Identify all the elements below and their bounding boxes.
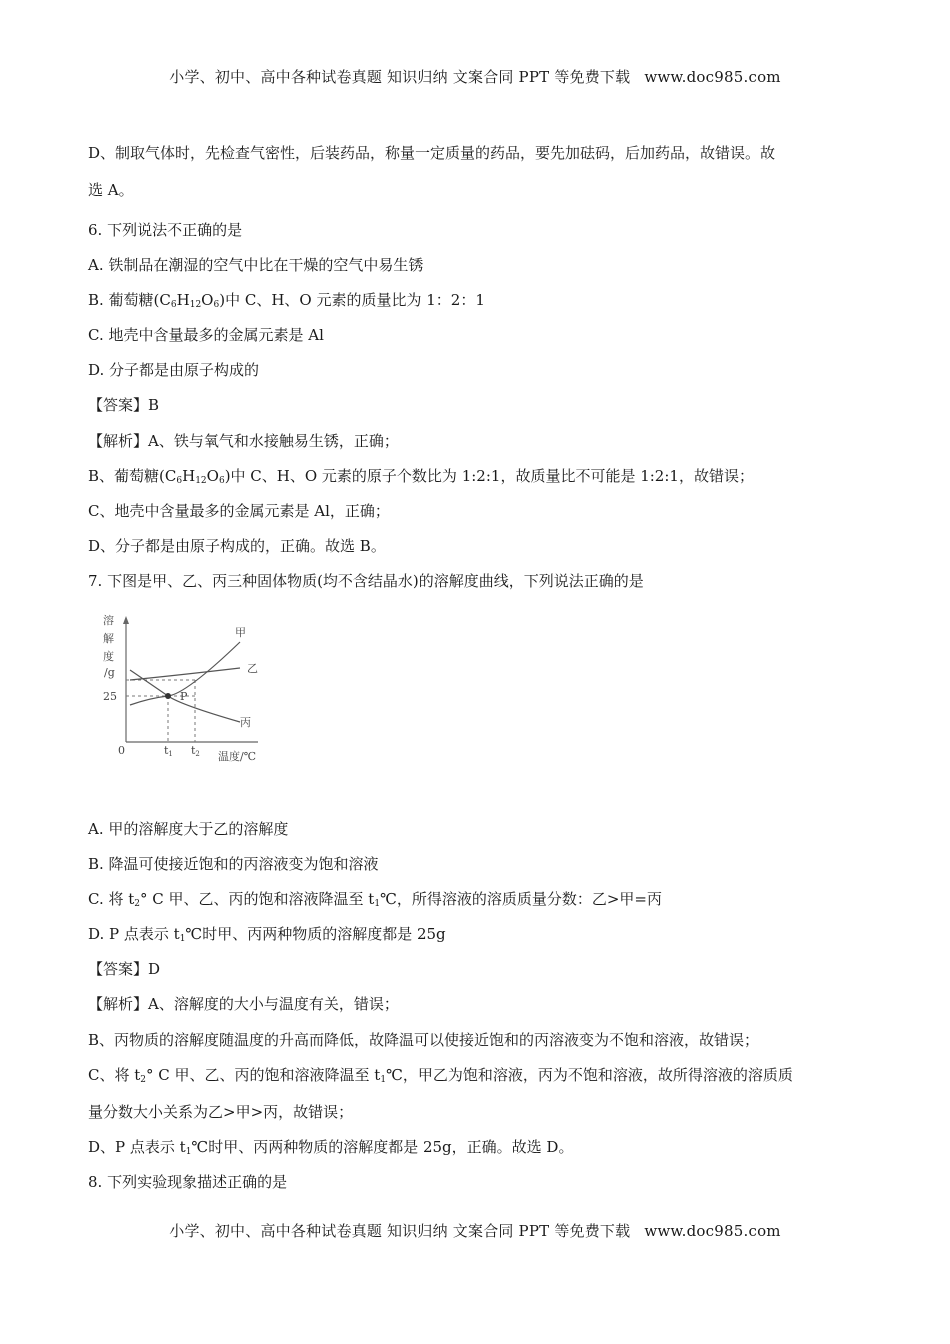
y-label-2: 解 [103,632,114,645]
footer-text: 小学、初中、高中各种试卷真题 知识归纳 文案合同 PPT 等免费下载 [169,1222,631,1240]
solubility-curve-figure [100,612,272,762]
y-label-3: 度 [103,650,114,663]
header-text: 小学、初中、高中各种试卷真题 知识归纳 文案合同 PPT 等免费下载 [169,68,631,86]
explanation-6c: C、地壳中含量最多的金属元素是 Al，正确； [88,502,390,520]
point-p-label: P [180,690,188,703]
explanation-6b: B、葡萄糖$(C_6H_{12}O_6)$中 C、H、O 元素的原子个数比为 1:2:1，故质量比不可能是 1:2:1，故错误； [88,467,754,486]
option-7d: D. P 点表示 $t_1℃$时甲、丙两种物质的溶解度都是 25g [88,925,446,944]
explanation-6a: 【解析】A、铁与氧气和水接触易生锈，正确； [88,432,399,450]
option-6d: D. 分子都是由原子构成的 [88,361,260,379]
x-label: 温度/℃ [218,750,257,762]
y-label-1: 溶 [103,614,114,627]
y-axis-arrow [123,616,129,624]
point-p [165,693,171,699]
x-tick-t2: t2 [191,744,200,758]
x-tick-t1: t1 [164,744,173,758]
explanation-7d: D、P 点表示 $t_1℃$时甲、丙两种物质的溶解度都是 25g，正确。故选 D。 [88,1138,574,1157]
option-7b: B. 降温可使接近饱和的丙溶液变为饱和溶液 [88,855,379,873]
explanation-7c: C、将 $t_2^\circ$ C 甲、乙、丙的饱和溶液降温至 $t_1℃$，甲乙为饱和溶液，丙为不饱和溶液，故所得溶液的溶质质 [88,1066,793,1085]
solubility-curve-svg [100,612,272,762]
legend-bing: 丙 [240,716,251,729]
question-6: 6. 下列说法不正确的是 [88,221,243,239]
question-8: 8. 下列实验现象描述正确的是 [88,1173,288,1191]
y-label-4: /g [104,666,115,679]
footer-site: www.doc985.com [644,1222,781,1240]
text-line: 选 A。 [88,181,134,199]
page-header [0,66,950,87]
curve-yi [130,668,240,680]
origin-label: 0 [118,744,125,757]
legend-jia: 甲 [235,626,246,639]
option-7c: C. 将 $t_2^\circ$ C 甲、乙、丙的饱和溶液降温至 $t_1℃$，所得溶液的溶质质量分数：乙>甲=丙 [88,890,662,909]
option-7a: A. 甲的溶解度大于乙的溶解度 [88,820,289,838]
answer-6: 【答案】B [88,396,160,414]
question-7: 7. 下图是甲、乙、丙三种固体物质(均不含结晶水)的溶解度曲线，下列说法正确的是 [88,572,644,590]
answer-7: 【答案】D [88,960,161,978]
text-line: D、制取气体时，先检查气密性，后装药品，称量一定质量的药品，要先加砝码，后加药品，故错误。故 [88,144,776,162]
explanation-7c-cont: 量分数大小关系为乙>甲>丙，故错误； [88,1103,354,1121]
option-6c: C. 地壳中含量最多的金属元素是 Al [88,326,324,344]
y-tick-25: 25 [103,690,117,703]
explanation-7a: 【解析】A、溶解度的大小与温度有关，错误； [88,995,399,1013]
option-6b: B. 葡萄糖$(C_6H_{12}O_6)$中 C、H、O 元素的质量比为 1：2：1 [88,291,485,310]
legend-yi: 乙 [247,662,258,675]
page-footer [0,1220,950,1241]
option-6a: A. 铁制品在潮湿的空气中比在干燥的空气中易生锈 [88,256,424,274]
explanation-6d: D、分子都是由原子构成的，正确。故选 B。 [88,537,386,555]
header-site: www.doc985.com [644,68,781,86]
explanation-7b: B、丙物质的溶解度随温度的升高而降低，故降温可以使接近饱和的丙溶液变为不饱和溶液，故错误； [88,1031,760,1049]
